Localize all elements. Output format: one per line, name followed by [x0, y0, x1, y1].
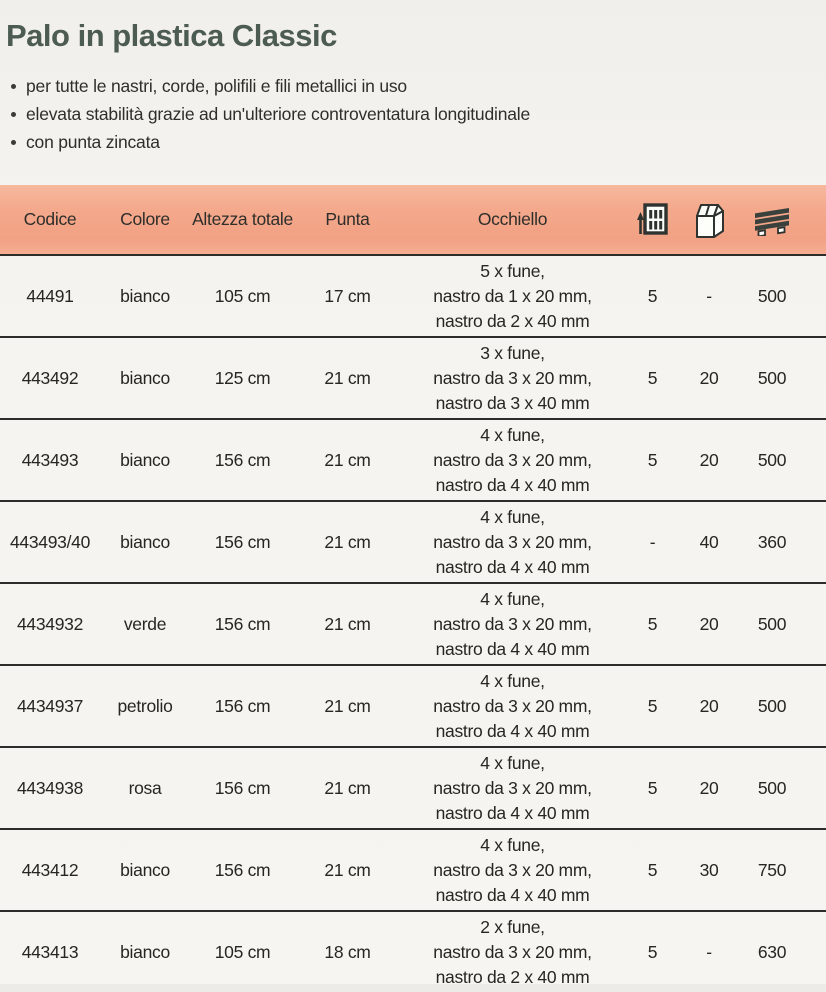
cell-colore: bianco: [120, 368, 170, 388]
cell-bundle-qty: 5: [647, 942, 658, 962]
page-title: Palo in plastica Classic: [6, 18, 337, 53]
cell-punta: 18 cm: [324, 942, 371, 962]
cell-bundle-qty: 5: [647, 286, 658, 306]
cell-pallet-qty: 630: [757, 942, 787, 962]
column-header-carton: [680, 201, 738, 239]
cell-altezza-totale: 105 cm: [214, 286, 271, 306]
cell-occhiello: 4 x fune, nastro da 3 x 20 mm, nastro da 4 x 40 mm: [433, 752, 592, 823]
cell-pallet-qty: 500: [757, 450, 787, 470]
column-header-punta: Punta: [325, 209, 370, 229]
table-row: [0, 254, 826, 336]
cell-colore: rosa: [128, 778, 162, 798]
cell-colore: verde: [123, 614, 167, 634]
cell-occhiello: 4 x fune, nastro da 3 x 20 mm, nastro da 4 x 40 mm: [433, 834, 592, 905]
cell-carton-qty: 20: [699, 614, 719, 634]
cell-bundle-qty: 5: [647, 450, 658, 470]
carton-box-icon: [691, 201, 727, 239]
cell-codice: 4434937: [16, 696, 84, 716]
cell-punta: 21 cm: [324, 778, 371, 798]
cell-carton-qty: 20: [699, 368, 719, 388]
cell-carton-qty: 40: [699, 532, 719, 552]
cell-punta: 21 cm: [324, 450, 371, 470]
cell-carton-qty: 30: [699, 860, 719, 880]
cell-altezza-totale: 156 cm: [214, 614, 271, 634]
cell-occhiello: 2 x fune, nastro da 3 x 20 mm, nastro da 2 x 40 mm: [433, 916, 592, 987]
cell-codice: 443492: [21, 368, 79, 388]
column-header-codice: Codice: [23, 209, 77, 229]
product-table: [0, 185, 826, 992]
cell-occhiello: 3 x fune, nastro da 3 x 20 mm, nastro da 3 x 40 mm: [433, 342, 592, 413]
table-body: [0, 254, 826, 992]
cell-colore: bianco: [120, 286, 170, 306]
cell-occhiello: 4 x fune, nastro da 3 x 20 mm, nastro da 4 x 40 mm: [433, 670, 592, 741]
cell-colore: petrolio: [117, 696, 173, 716]
cell-pallet-qty: 750: [757, 860, 787, 880]
cell-altezza-totale: 156 cm: [214, 696, 271, 716]
cell-altezza-totale: 156 cm: [214, 450, 271, 470]
table-row: [0, 664, 826, 746]
cell-carton-qty: 20: [699, 778, 719, 798]
bundle-grid-arrow-icon: [637, 203, 668, 236]
cell-carton-qty: 20: [699, 696, 719, 716]
cell-codice: 443412: [21, 860, 79, 880]
cell-punta: 21 cm: [324, 696, 371, 716]
column-header-pallet: [738, 204, 806, 236]
column-header-bundle: [625, 203, 680, 236]
cell-codice: 443413: [21, 942, 79, 962]
cell-bundle-qty: -: [649, 532, 656, 552]
cell-pallet-qty: 500: [757, 778, 787, 798]
cell-punta: 21 cm: [324, 614, 371, 634]
column-header-altezza-totale: Altezza totale: [192, 209, 293, 229]
table-row: [0, 500, 826, 582]
cell-pallet-qty: 500: [757, 696, 787, 716]
cell-codice: 4434938: [16, 778, 84, 798]
cell-pallet-qty: 500: [757, 368, 787, 388]
cell-occhiello: 4 x fune, nastro da 3 x 20 mm, nastro da 4 x 40 mm: [433, 506, 592, 577]
cell-occhiello: 5 x fune, nastro da 1 x 20 mm, nastro da 2 x 40 mm: [433, 260, 592, 331]
cell-pallet-qty: 360: [757, 532, 787, 552]
cell-carton-qty: 20: [699, 450, 719, 470]
cell-punta: 21 cm: [324, 368, 371, 388]
cell-colore: bianco: [120, 942, 170, 962]
cell-carton-qty: -: [706, 286, 712, 306]
cell-pallet-qty: 500: [757, 286, 787, 306]
table-header-row: [0, 185, 826, 254]
pallet-icon: [751, 204, 793, 236]
cell-bundle-qty: 5: [647, 614, 658, 634]
cell-altezza-totale: 105 cm: [214, 942, 271, 962]
cell-codice: 44491: [26, 286, 74, 306]
cell-colore: bianco: [120, 860, 170, 880]
cell-carton-qty: -: [706, 942, 712, 962]
cell-occhiello: 4 x fune, nastro da 3 x 20 mm, nastro da 4 x 40 mm: [433, 588, 592, 659]
cell-punta: 17 cm: [324, 286, 371, 306]
cell-pallet-qty: 500: [757, 614, 787, 634]
cell-punta: 21 cm: [324, 532, 371, 552]
cell-bundle-qty: 5: [647, 860, 658, 880]
table-row: [0, 336, 826, 418]
cell-bundle-qty: 5: [647, 778, 658, 798]
cell-codice: 443493: [21, 450, 79, 470]
column-header-colore: Colore: [120, 209, 170, 229]
cell-altezza-totale: 125 cm: [214, 368, 271, 388]
table-row: [0, 910, 826, 992]
table-row: [0, 828, 826, 910]
table-row: [0, 746, 826, 828]
cell-altezza-totale: 156 cm: [214, 532, 271, 552]
column-header-occhiello: Occhiello: [477, 209, 548, 229]
feature-item: per tutte le nastri, corde, polifili e fili metallici in uso: [8, 72, 530, 100]
table-row: [0, 418, 826, 500]
cell-colore: bianco: [120, 532, 170, 552]
cell-altezza-totale: 156 cm: [214, 860, 271, 880]
feature-list: [8, 72, 530, 156]
cell-occhiello: 4 x fune, nastro da 3 x 20 mm, nastro da 4 x 40 mm: [433, 424, 592, 495]
cell-bundle-qty: 5: [647, 368, 658, 388]
cell-punta: 21 cm: [324, 860, 371, 880]
feature-item: con punta zincata: [8, 128, 530, 156]
cell-bundle-qty: 5: [647, 696, 658, 716]
cell-codice: 4434932: [16, 614, 84, 634]
feature-item: elevata stabilità grazie ad un'ulteriore controventatura longitudinale: [8, 100, 530, 128]
cell-codice: 443493/40: [9, 532, 91, 552]
cell-altezza-totale: 156 cm: [214, 778, 271, 798]
table-row: [0, 582, 826, 664]
cell-colore: bianco: [120, 450, 170, 470]
